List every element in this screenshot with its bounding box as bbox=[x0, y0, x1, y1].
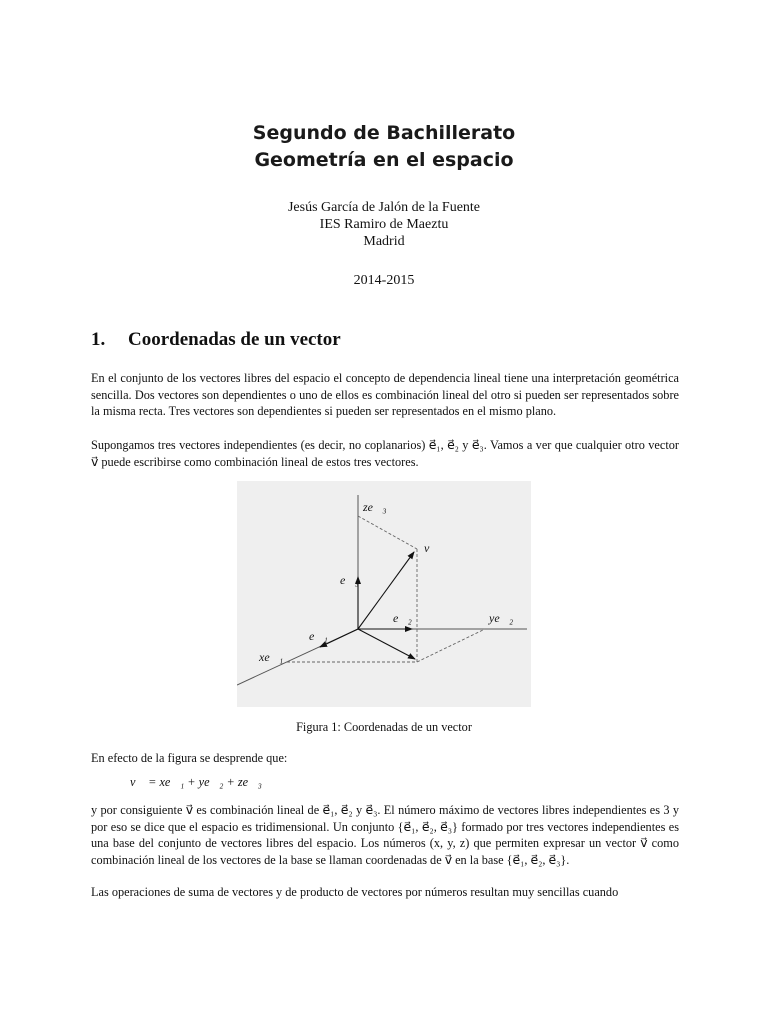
paragraph-operations: Las operaciones de suma de vectores y de producto de vectores por números resultan muy sencillas cuando bbox=[91, 885, 619, 899]
label-e3: e⃗₃ bbox=[340, 573, 359, 587]
section-number: 1. bbox=[91, 329, 106, 350]
section-heading bbox=[91, 329, 341, 351]
figure-caption: Figura 1: Coordenadas de un vector bbox=[296, 720, 472, 734]
equation-linear-combination: v⃗ = xe⃗₁ + ye⃗₂ + ze⃗₃ bbox=[130, 775, 262, 789]
section-title: Coordenadas de un vector bbox=[128, 329, 341, 350]
paragraph-intro: En el conjunto de los vectores libres del espacio el concepto de dependencia lineal tiene una interpretación geométrica sencilla. Dos vectores son dependientes o uno de ellos es combinación lineal del otro si pueden ser representados sobre la misma recta. Tres vectores son dependientes si pueden ser representados en el mismo plano. bbox=[91, 371, 679, 419]
vector-projection bbox=[358, 629, 415, 659]
figure-vector-coordinates bbox=[237, 481, 531, 707]
author-name: Jesús García de Jalón de la Fuente bbox=[287, 200, 481, 215]
author-city: Madrid bbox=[363, 234, 405, 249]
document-year: 2014-2015 bbox=[353, 273, 415, 288]
label-e2: e⃗₂ bbox=[393, 611, 412, 625]
paragraph-assumption: Supongamos tres vectores independientes (es decir, no coplanarios) e⃗₁, e⃗₂ y e⃗₃. Vamos a ver que cualquier otro vector v⃗ puede escribirse como combinación lineal de estos tres vectores. bbox=[91, 438, 679, 469]
label-v: v⃗ bbox=[424, 541, 439, 555]
paragraph-figure-intro: En efecto de la figura se desprende que: bbox=[91, 751, 288, 765]
document-subtitle: Geometría en el espacio bbox=[254, 149, 514, 171]
label-e1: e⃗₁ bbox=[309, 629, 328, 643]
label-xe1: xe⃗₁ bbox=[259, 650, 284, 664]
author-school: IES Ramiro de Maeztu bbox=[319, 217, 449, 232]
label-ze3: ze⃗₃ bbox=[363, 500, 387, 514]
paragraph-basis: y por consiguiente v⃗ es combinación lineal de e⃗₁, e⃗₂ y e⃗₃. El número máximo de vectores libres independientes es 3 y por eso se dice que el espacio es tridimensional. Un conjunto {e⃗₁, e⃗₂, e⃗₃} formado por tres vectores independientes es una base del conjunto de vectores libres del espacio. Los números (x, y, z) que permiten expresar un vector v⃗ como combinación lineal de los vectores de la base se llaman coordenadas de v⃗ en la base {e⃗₁, e⃗₂, e⃗₃}. bbox=[91, 803, 679, 867]
figure-diagram bbox=[237, 481, 531, 707]
document-title: Segundo de Bachillerato bbox=[252, 122, 516, 144]
label-ye2: ye⃗₂ bbox=[489, 611, 514, 625]
